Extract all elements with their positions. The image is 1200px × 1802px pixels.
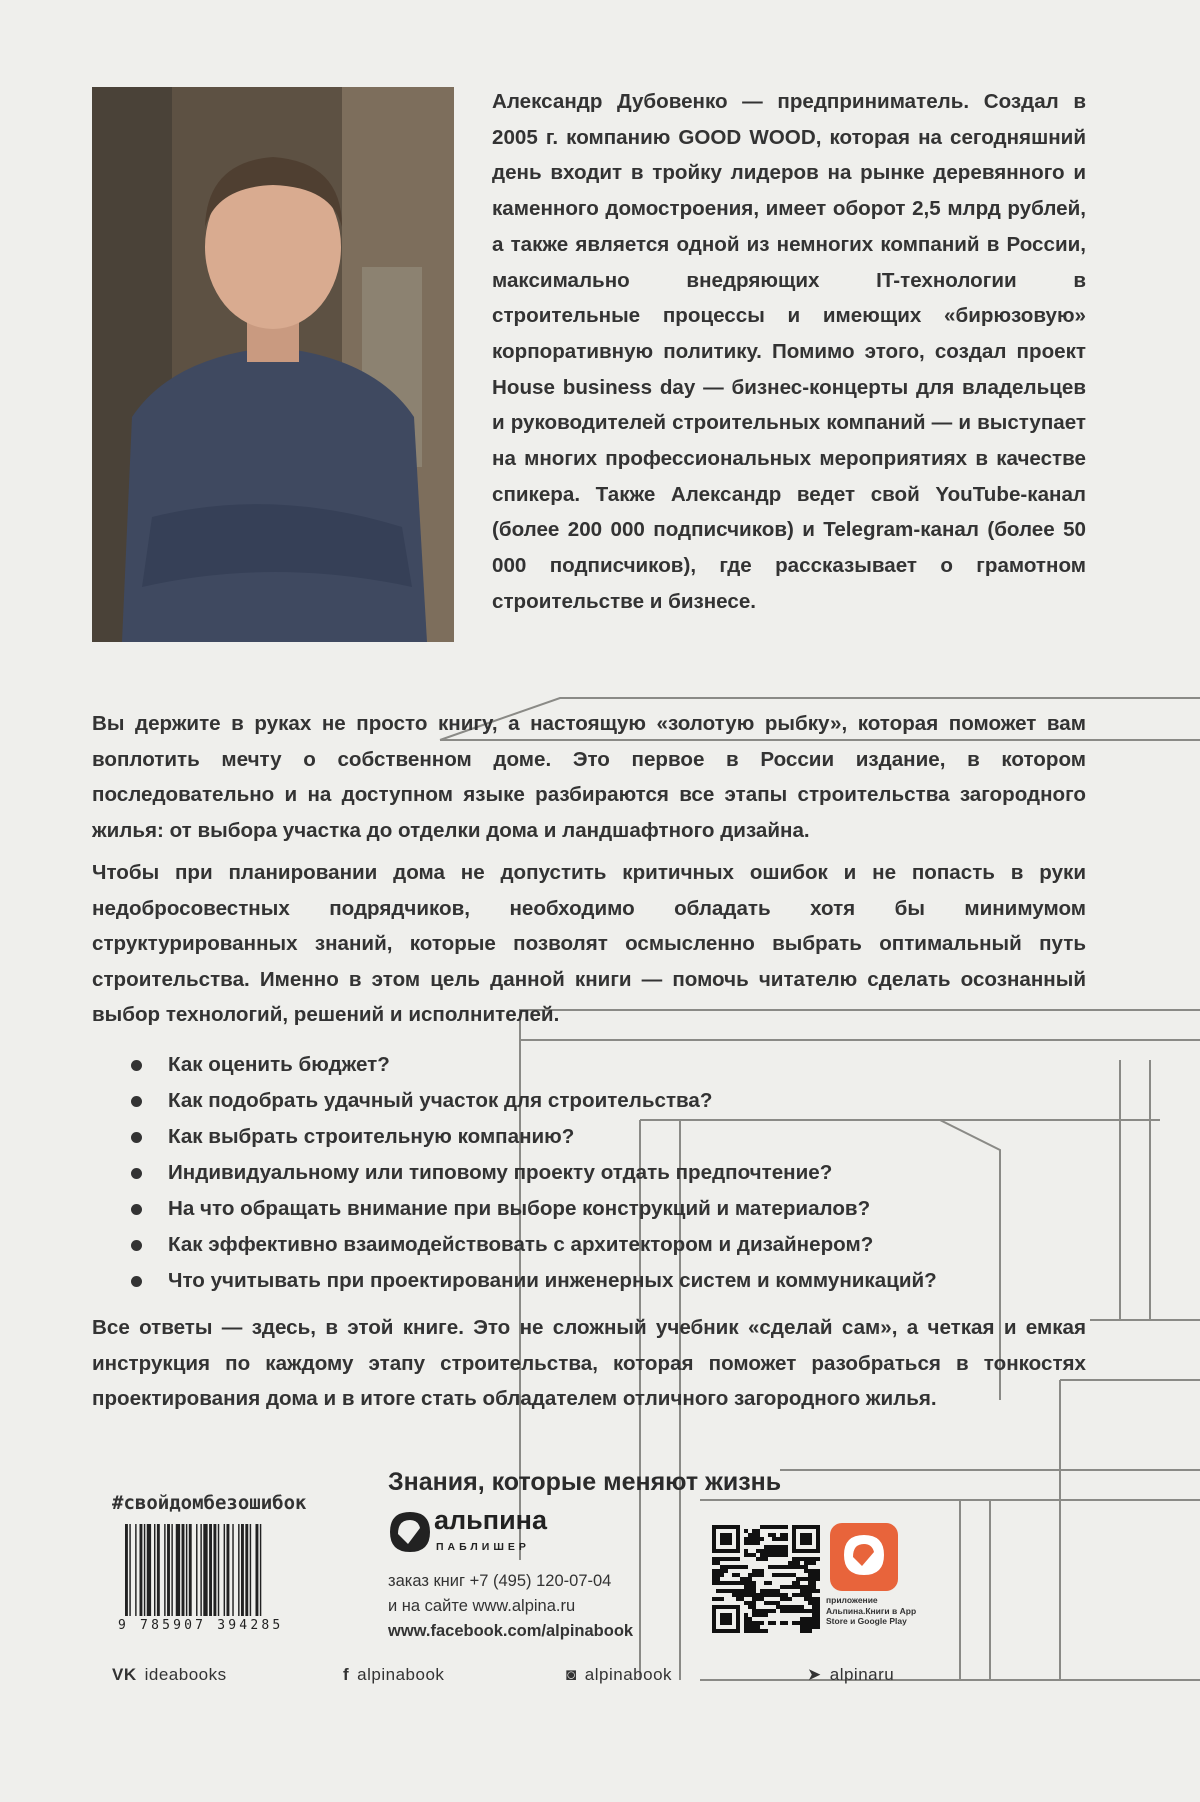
publisher-slogan: Знания, которые меняют жизнь	[388, 1468, 782, 1496]
author-photo	[92, 87, 454, 642]
hashtag: #свойдомбезошибок	[112, 1492, 307, 1514]
social-instagram[interactable]: ◙ alpinabook	[566, 1665, 673, 1684]
facebook-icon: f	[343, 1665, 350, 1684]
list-item: На что обращать внимание при выборе конструкций и материалов?	[92, 1191, 1092, 1227]
alpina-app-icon	[830, 1523, 898, 1591]
bullet-icon	[131, 1168, 142, 1179]
barcode	[125, 1524, 353, 1628]
social-vk[interactable]: VK ideabooks	[112, 1665, 227, 1684]
author-bio: Александр Дубовенко — предприниматель. Создал в 2005 г. компанию GOOD WOOD, которая на сегодняшний день входит в тройку лидеров на рынке деревянного и каменного домостроения, имеет оборот 2,5 млрд рублей, а также является одной из немногих компаний в России, максимально внедряющих IT-технологии в строительные процессы и имеющих «бирюзовую» корпоративную политику. Помимо этого, создал проект House business day — бизнес-концерты для владельцев и руководителей строительных компаний — и выступает на многих профессиональных мероприятиях в качестве спикера. Также Александр ведет свой YouTube-канал (более 200 000 подписчиков) и Telegram-канал (более 50 000 подписчиков), где рассказывает о грамотном строительстве и бизнесе.	[492, 90, 1086, 613]
description-conclusion: Все ответы — здесь, в этой книге. Это не сложный учебник «сделай сам», а четкая и емкая инструкция по каждому этапу строительства, которая поможет разобраться в тонкостях проектирования дома и в итоге стать обладателем отличного загородного жилья.	[92, 1316, 1086, 1411]
list-item: Что учитывать при проектировании инженерных систем и коммуникаций?	[92, 1263, 1092, 1299]
bullet-icon	[131, 1204, 142, 1215]
description-intro: Вы держите в руках не просто книгу, а настоящую «золотую рыбку», которая поможет вам воплотить мечту о собственном доме. Это первое в России издание, в котором последовательно и на доступном языке разбираются все этапы строительства загородного жилья: от выбора участка до отделки дома и ландшафтного дизайна.	[92, 712, 1086, 842]
instagram-icon: ◙	[566, 1665, 577, 1684]
facebook-link[interactable]: www.facebook.com/alpinabook	[388, 1622, 634, 1640]
qr-code[interactable]	[712, 1525, 820, 1633]
vk-icon: VK	[112, 1665, 137, 1684]
bullet-icon	[131, 1060, 142, 1071]
list-item: Как эффективно взаимодействовать с архитектором и дизайнером?	[92, 1227, 1092, 1263]
questions-list	[92, 1047, 1092, 1299]
bullet-icon	[131, 1096, 142, 1107]
bullet-icon	[131, 1276, 142, 1287]
telegram-icon: ➤	[807, 1665, 822, 1684]
social-telegram[interactable]: ➤ alpinaru	[807, 1665, 895, 1684]
list-item: Как подобрать удачный участок для строительства?	[92, 1083, 1092, 1119]
list-item: Индивидуальному или типовому проекту отдать предпочтение?	[92, 1155, 1092, 1191]
bullet-icon	[131, 1240, 142, 1251]
description-goal: Чтобы при планировании дома не допустить критичных ошибок и не попасть в руки недобросовестных подрядчиков, необходимо обладать хотя бы минимумом структурированных знаний, которые позволят осмысленно выбрать оптимальный путь строительства. Именно в этом цель данной книги — помочь читателю сделать осознанный выбор технологий, решений и исполнителей.	[92, 861, 1086, 1027]
publisher-name: альпина	[434, 1505, 547, 1535]
bullet-icon	[131, 1132, 142, 1143]
list-item: Как выбрать строительную компанию?	[92, 1119, 1092, 1155]
order-phone: заказ книг +7 (495) 120-07-04	[388, 1572, 612, 1590]
order-site[interactable]: и на сайте www.alpina.ru	[388, 1597, 576, 1615]
list-item: Как оценить бюджет?	[92, 1047, 1092, 1083]
app-promo-text: приложение Альпина.Книги в App Store и Google Play	[826, 1595, 917, 1626]
publisher-subtitle: ПАБЛИШЕР	[436, 1541, 530, 1553]
isbn-number: 9 785907 394285	[118, 1618, 284, 1633]
social-facebook[interactable]: f alpinabook	[343, 1665, 445, 1684]
